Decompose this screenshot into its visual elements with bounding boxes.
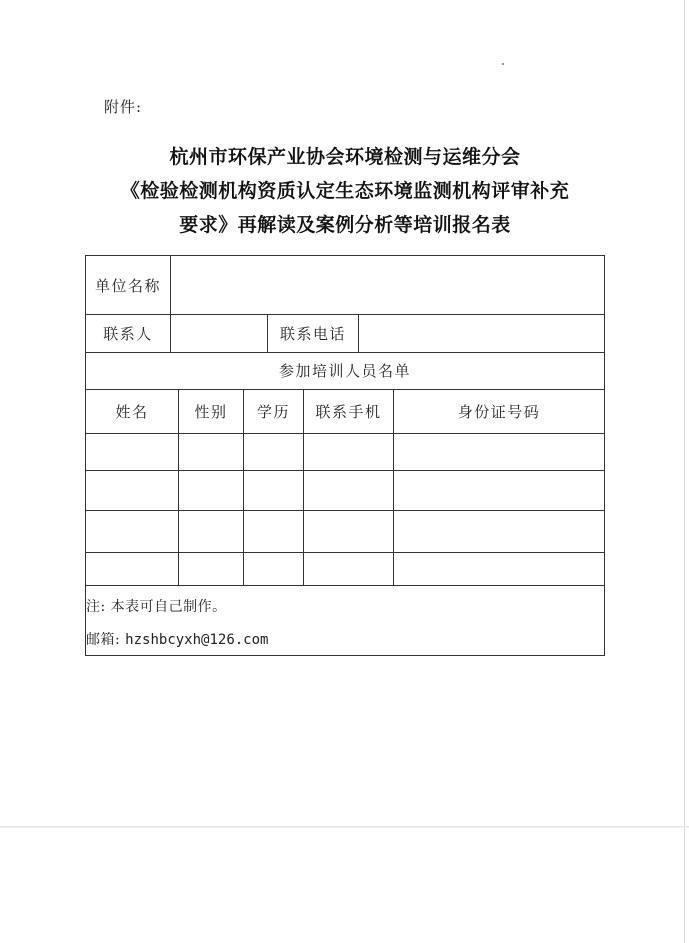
scan-speck [502,63,504,65]
column-header-name: 姓名 [115,402,149,421]
contact-person-label: 联系人 [103,324,153,343]
participants-list-header: 参加培训人员名单 [278,362,411,380]
registration-form-table [85,255,605,656]
participant-mobile-cell[interactable] [304,511,393,552]
participant-education-cell[interactable] [244,434,303,470]
column-header-gender: 性别 [194,402,228,421]
participant-education-cell[interactable] [244,471,303,510]
document-title [90,140,600,242]
participant-name-cell[interactable] [86,434,178,470]
participant-mobile-cell[interactable] [304,471,393,510]
title-line-3: 要求》再解读及案例分析等培训报名表 [179,214,511,236]
participant-gender-cell[interactable] [179,471,243,510]
page-edge [684,0,685,943]
participant-id-cell[interactable] [394,471,604,510]
email-address[interactable]: hzshbcyxh@126.com [125,632,269,648]
unit-name-field[interactable] [171,256,604,314]
contact-person-field[interactable] [171,314,267,352]
participant-gender-cell[interactable] [179,434,243,470]
participant-id-cell[interactable] [394,511,604,552]
participant-gender-cell[interactable] [179,553,243,585]
participant-mobile-cell[interactable] [304,553,393,585]
contact-phone-field[interactable] [359,314,604,352]
column-header-education: 学历 [256,402,290,421]
participant-education-cell[interactable] [244,553,303,585]
page-fold-line [0,826,689,828]
participant-education-cell[interactable] [244,511,303,552]
attachment-label: 附件: [104,98,143,116]
participant-mobile-cell[interactable] [304,434,393,470]
title-line-1: 杭州市环保产业协会环境检测与运维分会 [169,146,521,168]
email-label: 邮箱: [86,632,121,648]
column-header-id-number: 身份证号码 [457,402,541,421]
form-note: 注: 本表可自己制作。 [86,599,227,615]
row-divider [86,585,604,586]
participant-name-cell[interactable] [86,511,178,552]
participant-name-cell[interactable] [86,553,178,585]
contact-phone-label: 联系电话 [279,324,346,343]
column-header-mobile: 联系手机 [315,402,382,421]
email-line [86,629,268,649]
participant-id-cell[interactable] [394,434,604,470]
participant-gender-cell[interactable] [179,511,243,552]
participant-id-cell[interactable] [394,553,604,585]
unit-name-label: 单位名称 [94,276,161,295]
title-line-2: 《检验检测机构资质认定生态环境监测机构评审补充 [120,180,570,202]
participant-name-cell[interactable] [86,471,178,510]
